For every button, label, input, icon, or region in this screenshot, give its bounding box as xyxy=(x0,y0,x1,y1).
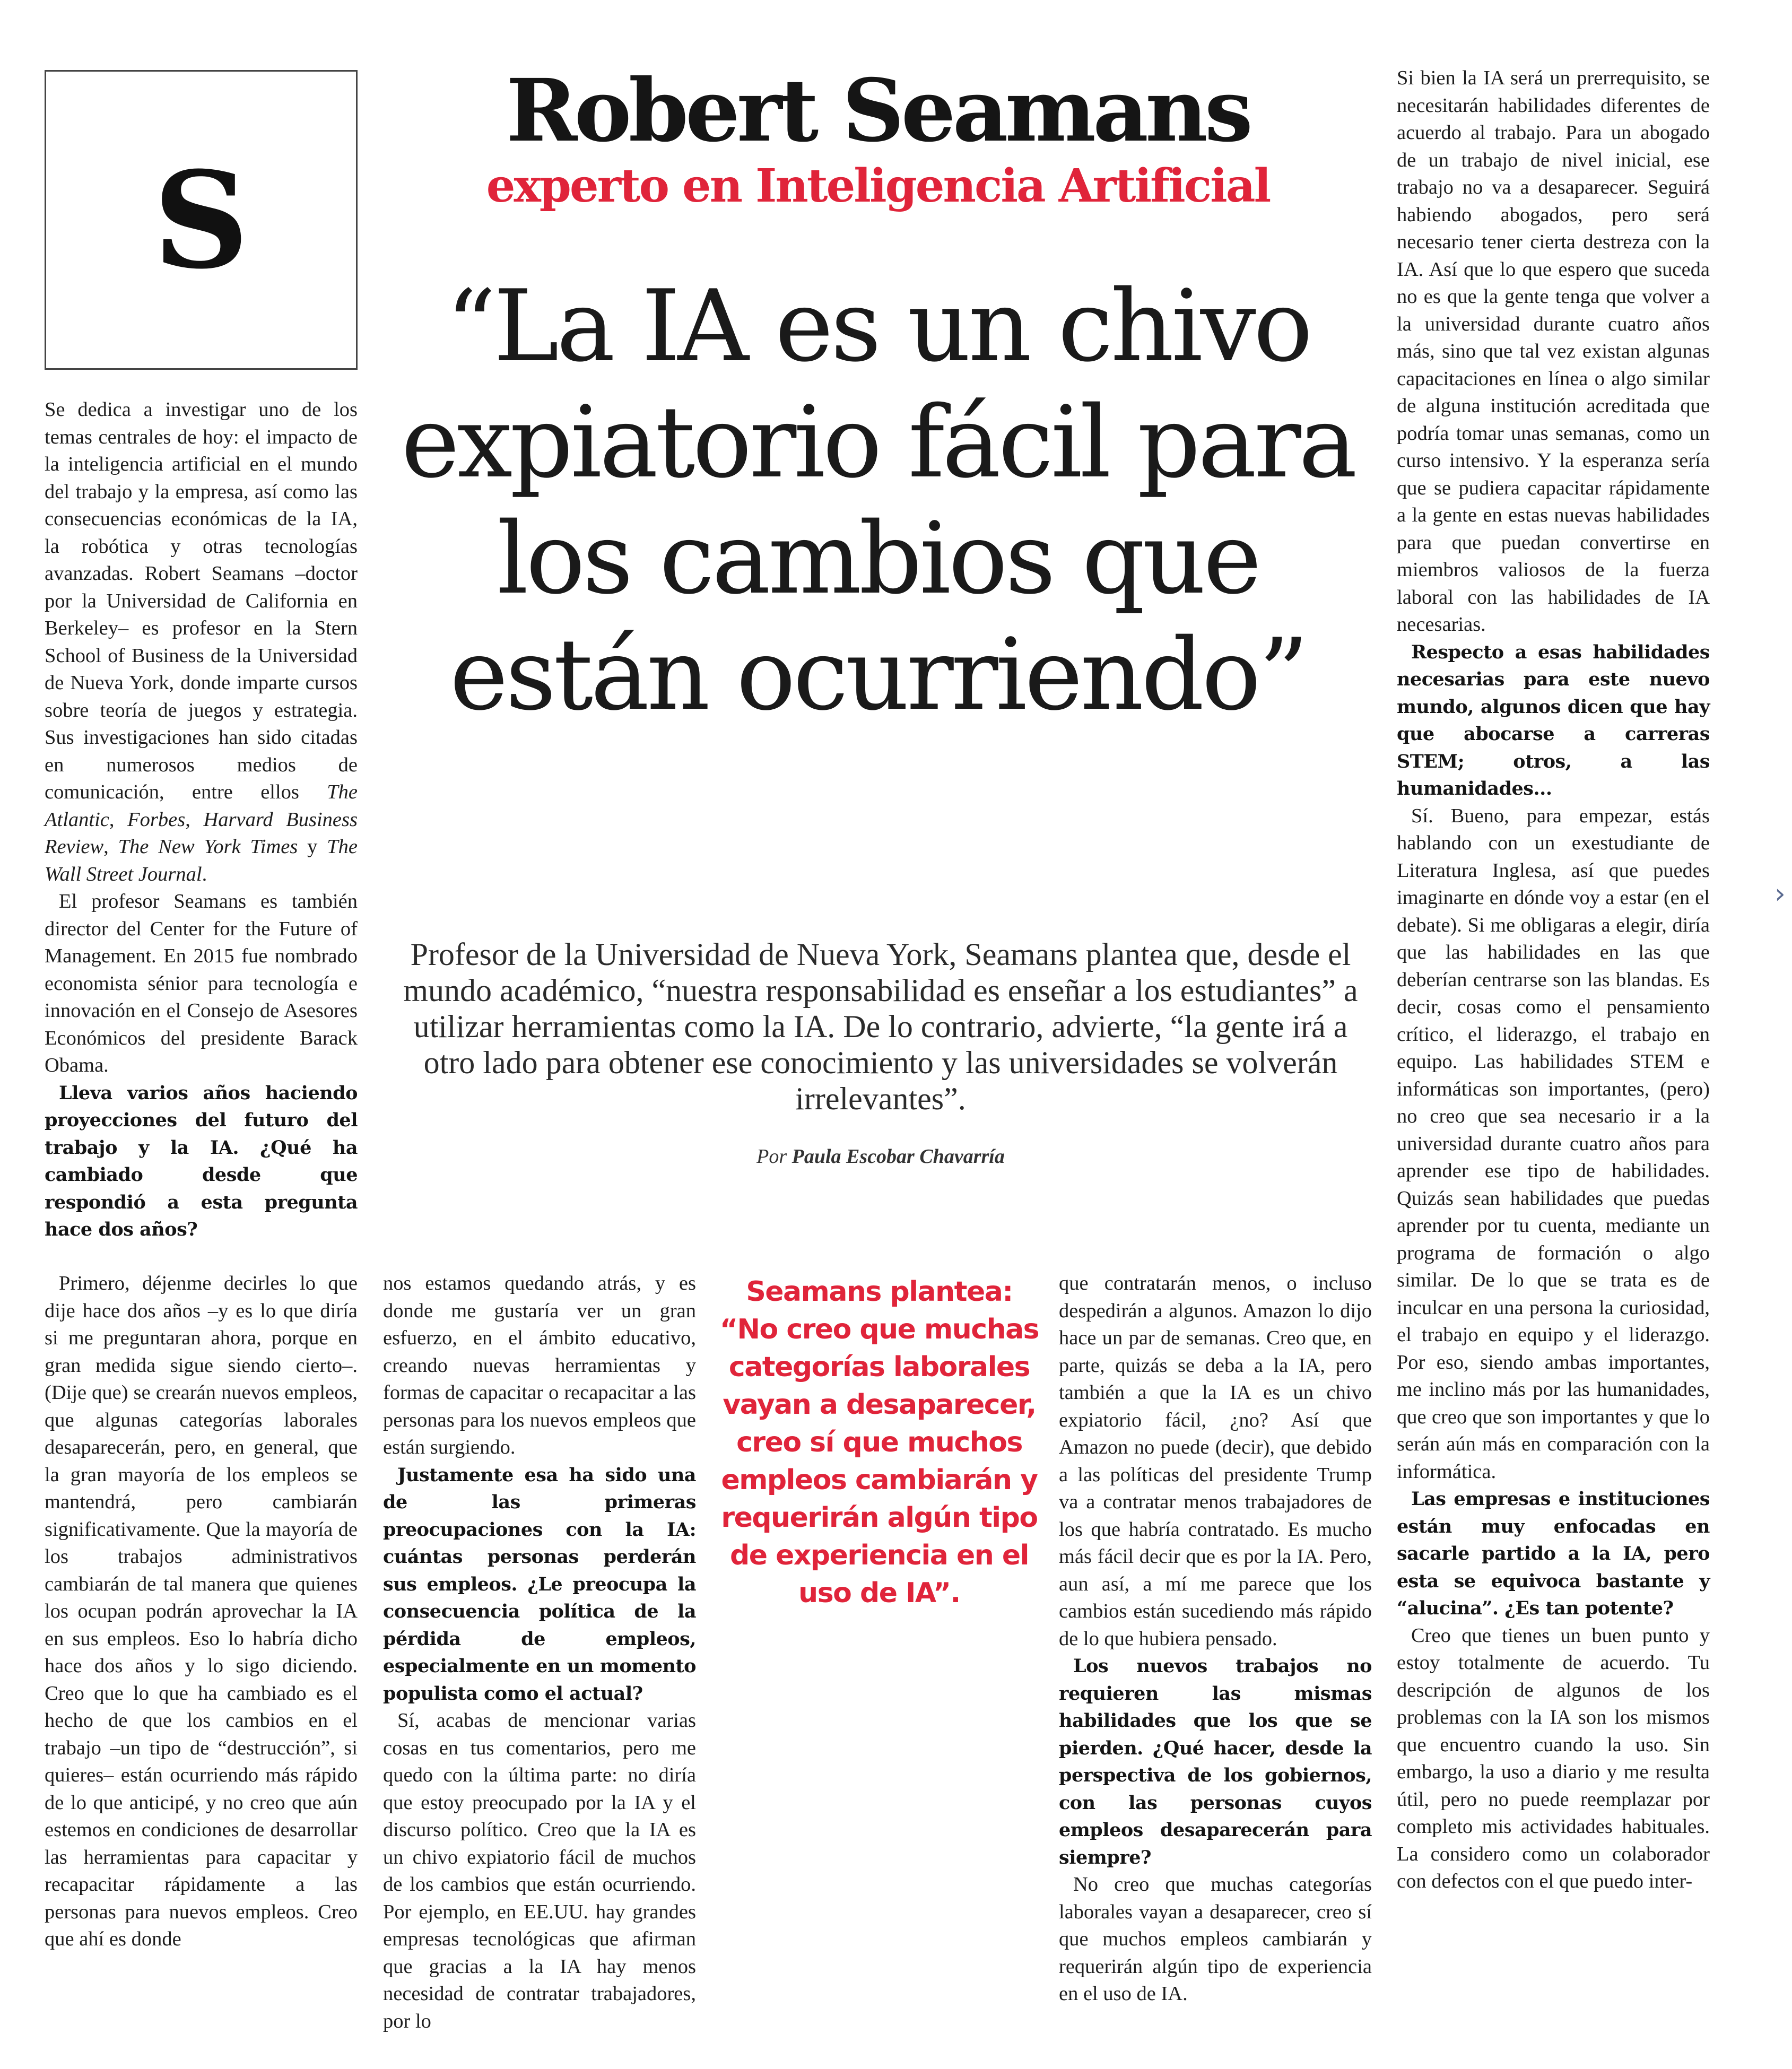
publication-name: Harvard Business Review xyxy=(45,808,358,858)
interview-answer: Sí, acabas de mencionar varias cosas en tus comentarios, pero me quedo con la última parte: no diría que estoy preocupado por la IA y el discurso político. Creo que la IA es un chivo expiatorio fácil de muchos de los cambios que están ocurriendo. Por ejemplo, en EE.UU. hay grandes empresas tecnológicas que afirman que gracias a la IA hay menos necesidad de contratar trabajadores, por lo xyxy=(383,1709,696,2032)
publication-name: The New York Times xyxy=(118,836,298,858)
interview-question: Justamente esa ha sido una de las primeras preocupaciones con la IA: cuántas personas perderán sus empleos. ¿Le preocupa la consecuencia política de la pérdida de empleos, especialmente en un momento populista como el actual? xyxy=(383,1464,696,1705)
section-logo-letter: S xyxy=(153,142,249,298)
interview-answer: Creo que tienes un buen punto y estoy totalmente de acuerdo. Tu descripción de algunos de los problemas con la IA son los mismos que encuentro cuando la uso. Sin embargo, la uso a diario y me resulta útil, pero no puede reemplazar por completo mis actividades habituales. La considero como un colaborador con defectos con el que puedo inter- xyxy=(1397,1624,1710,1892)
article-deck: Profesor de la Universidad de Nueva York, Seamans plantea que, desde el mundo académico, “nuestra responsabilidad es enseñar a los estudiantes” a utilizar herramientas como la IA. De lo contrario, advierte, “la gente irá a otro lado para obtener ese conocimiento y las universidades se volverán irrelevantes”. xyxy=(403,937,1358,1116)
pull-quote xyxy=(719,1273,1040,1612)
pull-quote-text: “No creo que muchas categorías laborales vayan a desaparecer, creo sí que muchos empleos cambiarán y requerirán algún tipo de experiencia en el uso de IA”. xyxy=(719,1314,1039,1609)
byline-author: Paula Escobar Chavarría xyxy=(791,1145,1005,1168)
intro-paragraph: Se dedica a investigar uno de los temas centrales de hoy: el impacto de la inteligencia artificial en el mundo del trabajo y la empresa, así como las consecuencias económicas de la IA, la robótica y otras tecnologías avanzadas. Robert Seamans –doctor por la Universidad de California en Berkeley– es profesor en la Stern School of Business de la Universidad de Nueva York, donde imparte cursos sobre teoría de juegos y estrategia. Sus investigaciones han sido citadas en numerosos medios de comunicación, entre ellos The Atlantic, Forbes, Harvard Business Review, The New York Times y The Wall Street Journal. xyxy=(45,398,358,885)
next-page-chevron-icon[interactable]: › xyxy=(1774,878,1786,910)
interview-answer: No creo que muchas categorías laborales vayan a desaparecer, creo sí que muchos empleos cambiarán y requerirán algún tipo de experiencia en el uso de IA. xyxy=(1059,1873,1372,2005)
interview-question: Las empresas e instituciones están muy enfocadas en sacarle partido a la IA, pero esta se equivoca bastante y “alucina”. ¿Es tan potente? xyxy=(1397,1488,1710,1619)
interviewee-name: Robert Seamans xyxy=(506,60,1250,161)
headline-quote: “La IA es un chivo expiatorio fácil para los cambios que están ocurriendo” xyxy=(401,268,1355,732)
publication-name: The Atlantic xyxy=(45,781,358,831)
column-a xyxy=(45,1270,358,1953)
column-intro xyxy=(45,396,358,1244)
interview-question: Lleva varios años haciendo proyecciones del futuro del trabajo y la IA. ¿Qué ha cambiado desde que respondió a esta pregunta hace dos años? xyxy=(45,1082,358,1240)
byline-prefix: Por xyxy=(756,1145,787,1168)
interviewee-subtitle: experto en Inteligencia Artificial xyxy=(486,159,1270,213)
interview-answer: que contratarán menos, o incluso despedirán a algunos. Amazon lo dijo hace un par de semanas. Creo que, en parte, quizás se deba a la IA, pero también a que la IA es un chivo expiatorio fácil, ¿no? Así que Amazon no puede (decir), que debido a las políticas del presidente Trump va a contratar menos trabajadores de los que habría contratado. Es mucho más fácil decir que es por la IA. Pero, aun así, a mí me parece que los cambios están sucediendo más rápido de lo que hubiera pensado. xyxy=(1059,1272,1372,1650)
interview-question: Respecto a esas habilidades necesarias para este nuevo mundo, algunos dicen que hay que abocarse a carreras STEM; otros, a las humanidades... xyxy=(1397,641,1710,799)
publication-name: The Wall Street Journal xyxy=(45,836,358,885)
interview-answer: nos estamos quedando atrás, y es donde me gustaría ver un gran esfuerzo, en el ámbito educativo, creando nuevas herramientas y formas de capacitar o recapacitar a las personas para los nuevos empleos que están surgiendo. xyxy=(383,1272,696,1458)
pull-quote-lead: Seamans plantea: xyxy=(746,1276,1013,1308)
section-logo xyxy=(45,70,358,370)
interview-answer: Si bien la IA será un prerrequisito, se necesitarán habilidades diferentes de acuerdo al trabajo. Para un abogado de un trabajo de nivel inicial, ese trabajo no va a desaparecer. Seguirá habiendo abogados, pero será necesario tener cierta destreza con la IA. Así que lo que espero que suceda no es que la gente tenga que volver a la universidad durante cuatro años más, sino que tal vez existan algunas capacitaciones en línea o algo similar de alguna institución acreditada que podría tomar unas semanas, como un curso intensivo. Y la esperanza sería que se pudiera capacitar rápidamente a la gente en estas nuevas habilidades para que puedan convertirse en miembros valiosos de la fuerza laboral con las habilidades de IA necesarias. xyxy=(1397,67,1710,636)
column-right xyxy=(1397,65,1710,1896)
column-c xyxy=(1059,1270,1372,2008)
column-b xyxy=(383,1270,696,2035)
byline xyxy=(610,1145,1151,1168)
publication-name: Forbes xyxy=(127,808,186,831)
interview-answer: Sí. Bueno, para empezar, estás hablando con un exestudiante de Literatura Inglesa, así que puedes imaginarte en dónde voy a estar (en el debate). Si me obligaras a elegir, diría que las habilidades en las que deberían centrarse son las blandas. Es decir, cosas como el pensamiento crítico, el liderazgo, el trabajo en equipo. Las habilidades STEM e informáticas son importantes, (pero) no creo que sea necesario ir a la universidad durante cuatro años para aprender ese tipo de habilidades. Quizás sean habilidades que puedas aprender por tu cuenta, mediante un programa de formación o algo similar. De lo que se trata es de inculcar en una persona la curiosidad, el trabajo en equipo y el liderazgo. Por eso, siendo ambas importantes, me inclino más por las humanidades, que creo que son importantes y que lo serán aún más en comparación con la informática. xyxy=(1397,804,1710,1483)
intro-paragraph-2: El profesor Seamans es también director del Center for the Future of Management. En 2015 fue nombrado economista sénior para tecnología e innovación en el Consejo de Asesores Económicos del presidente Barack Obama. xyxy=(45,890,358,1076)
interview-question: Los nuevos trabajos no requieren las mismas habilidades que los que se pierden. ¿Qué hacer, desde la perspectiva de los gobiernos, con las personas cuyos empleos desaparecerán para siempre? xyxy=(1059,1655,1372,1868)
interview-answer: Primero, déjenme decirles lo que dije hace dos años –y es lo que diría si me preguntaran ahora, porque en gran medida sigue siendo cierto–. (Dije que) se crearán nuevos empleos, que algunas categorías laborales desaparecerán, pero, en general, que la gran mayoría de los empleos se mantendrá, pero cambiarán significativamente. Que la mayoría de los trabajos administrativos cambiarán de tal manera que quienes los ocupan podrán aprovechar la IA en sus empleos. Eso lo habría dicho hace dos años y lo sigo diciendo. Creo que lo que ha cambiado es el hecho de que los cambios en el trabajo –un tipo de “destrucción”, si quieres– están ocurriendo más rápido de lo que anticipé, y no creo que aún estemos en condiciones de desarrollar las herramientas para capacitar y recapacitar rápidamente a las personas para nuevos empleos. Creo que ahí es donde xyxy=(45,1272,358,1950)
